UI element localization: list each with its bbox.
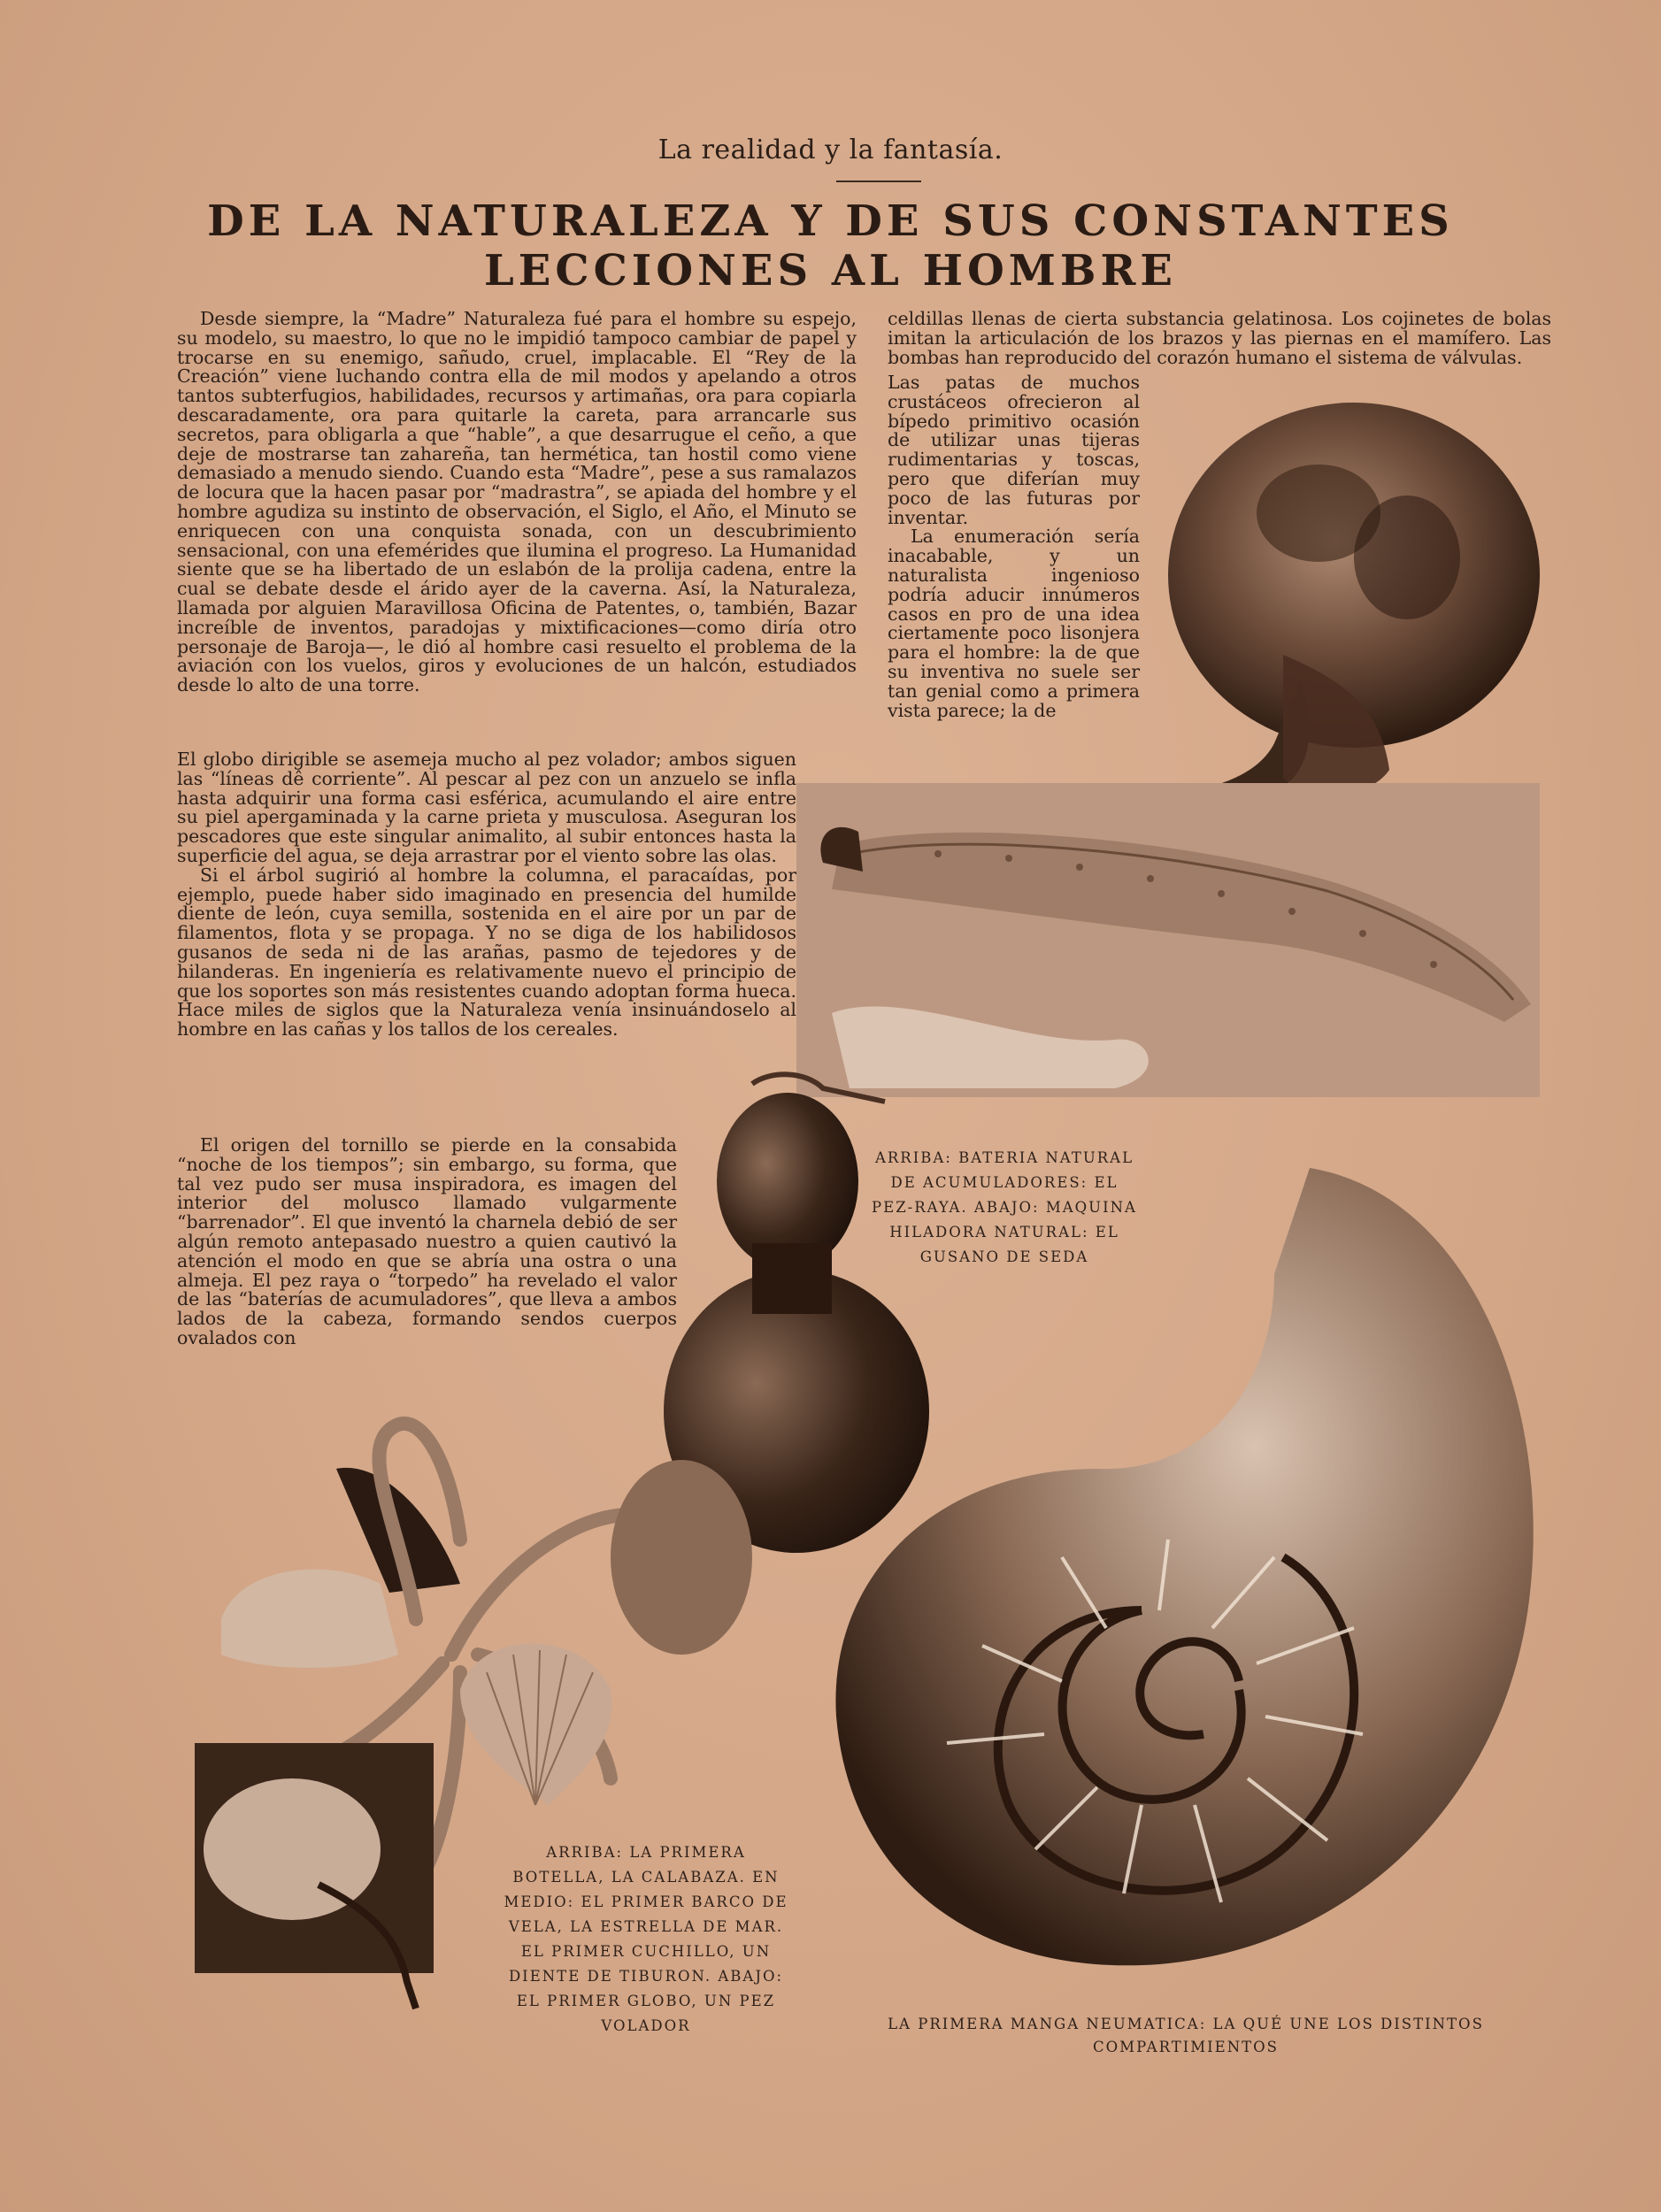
kicker-underline	[836, 180, 921, 182]
section-kicker: La realidad y la fantasía.	[657, 134, 1004, 165]
silkworm-photo	[796, 783, 1540, 1097]
article-left-column-continued	[177, 750, 796, 1040]
article-paragraph: Si el árbol sugirió al hombre la columna, el paracaídas, por ejemplo, puede haber sido imaginado en presencia del humilde diente de león, cuya semilla, sostenida en el aire por un par de filamentos, flota y se propaga. Y no se diga de los habilidosos gusanos de seda ni de las arañas, pasmo de tejedores y de hilanderas. En ingeniería es relativamente nuevo el principio de que los soportes son más resistentes cuando adoptan forma hueca. Hace miles de siglos que la Naturaleza venía insinuándoselo al hombre en las cañas y los tallos de los cereales.	[177, 864, 796, 1041]
article-left-column-bottom	[177, 1136, 677, 1348]
nautilus-shell-photo	[832, 1168, 1566, 2000]
article-paragraph: El origen del tornillo se pierde en la consabida “noche de los tiempos”; sin embargo, su forma, que tal vez pudo ser musa inspiradora, es imagen del interior del molusco llamado vulgarmente “barrenador”. El que inventó la charnela debió de ser algún remoto antepasado nuestro a quien cautivó la atención el modo en que se abría una ostra o una almeja. El pez raya o “torpedo” ha revelado el valor de las “baterías de acumuladores”, que lleva a ambos lados de la cabeza, formando sendos cuerpos ovalados con	[177, 1134, 677, 1348]
article-paragraph: Las patas de muchos crustáceos ofrecieron al bípedo primitivo ocasión de utilizar unas tijeras rudimentarias y toscas, pero que diferían muy poco de las futuras por inventar.	[888, 372, 1140, 528]
article-title	[177, 196, 1484, 296]
title-line-1: DE LA NATURALEZA Y DE SUS CONSTANTES	[207, 196, 1454, 246]
article-paragraph: El globo dirigible se asemeja mucho al pez volador; ambos siguen las “líneas dê corriente”. Al pescar al pez con un anzuelo se infla hasta adquirir una forma casi esférica, acumulando el aire entre su piel apergaminada y la carne prieta y musculosa. Aseguran los pescadores que este singular animalito, al subir entonces hasta la superficie del agua, se deja arrastrar por el viento sobre las olas.	[177, 749, 796, 866]
caption-gourd-group: ARRIBA: LA PRIMERA BOTELLA, LA CALABAZA. EN MEDIO: EL PRIMER BARCO DE VELA, LA ESTRELLA DE MAR. EL PRIMER CUCHILLO, UN DIENTE DE TIBURON. ABAJO: EL PRIMER GLOBO, UN PEZ VOLADOR	[504, 1844, 788, 2034]
article-paragraph: La enumeración sería inacabable, y un naturalista ingenioso podría aducir innúmeros casos en pro de una idea ciertamente poco lisonjera para el hombre: la de que su inventiva no suele ser tan genial como a primera vista parece; la de	[888, 526, 1140, 721]
caption-ray-silkworm: ARRIBA: BATERIA NATURAL DE ACUMULADORES: EL PEZ-RAYA. ABAJO: MAQUINA HILADORA NATURAL: EL GUSANO DE SEDA	[872, 1149, 1137, 1265]
caption-nautilus: LA PRIMERA MANGA NEUMATICA: LA QUÉ UNE LOS DISTINTOS COMPARTIMIENTOS	[888, 2016, 1484, 2055]
article-left-column	[177, 310, 857, 695]
ray-fish-photo	[1053, 389, 1549, 849]
article-right-column	[888, 310, 1551, 367]
article-paragraph: celdillas llenas de cierta substancia gelatinosa. Los cojinetes de bolas imitan la articulación de los brazos y las piernas en el mamífero. Las bombas han reproducido del corazón humano el sistema de válvulas.	[888, 308, 1551, 368]
article-paragraph: Desde siempre, la “Madre” Naturaleza fué para el hombre su espejo, su modelo, su maestro, lo que no le impidió tampoco cambiar de papel y trocarse en su enemigo, sañudo, cruel, implacable. El “Rey de la Creación” viene luchando contra ella de mil modos y apelando a otros tantos subterfugios, habilidades, recursos y artimañas, ora para copiarla descaradamente, ora para quitarle la careta, para arrancarle sus secretos, para obligarla a que “hable”, a que desarrugue el ceño, a que deje de mostrarse tan zahareña, tan hermética, tan hostil como viene demasiado a menudo siendo. Cuando esta “Madre”, pese a sus ramalazos de locura que la hacen pasar por “madrastra”, se apiada del hombre y el hombre agudiza su instinto de observación, el Siglo, el Año, el Minuto se enriquecen con una conquista sonada, con un descubrimiento sensacional, con una efemérides que ilumina el progreso. La Humanidad siente que se ha libertado de un eslabón de la prolija cadena, entre la cual se debate desde el árido ayer de la caverna. Así, la Naturaleza, llamada por alguien Maravillosa Oficina de Patentes, o, también, Bazar increíble de inventos, paradojas y mixtificaciones—como diría otro personaje de Baroja—, le dió al hombre casi resuelto el problema de la aviación con los vuelos, giros y evoluciones de un halcón, estudiados desde lo alto de una torre.	[177, 308, 857, 696]
title-line-2: LECCIONES AL HOMBRE	[484, 246, 1177, 296]
